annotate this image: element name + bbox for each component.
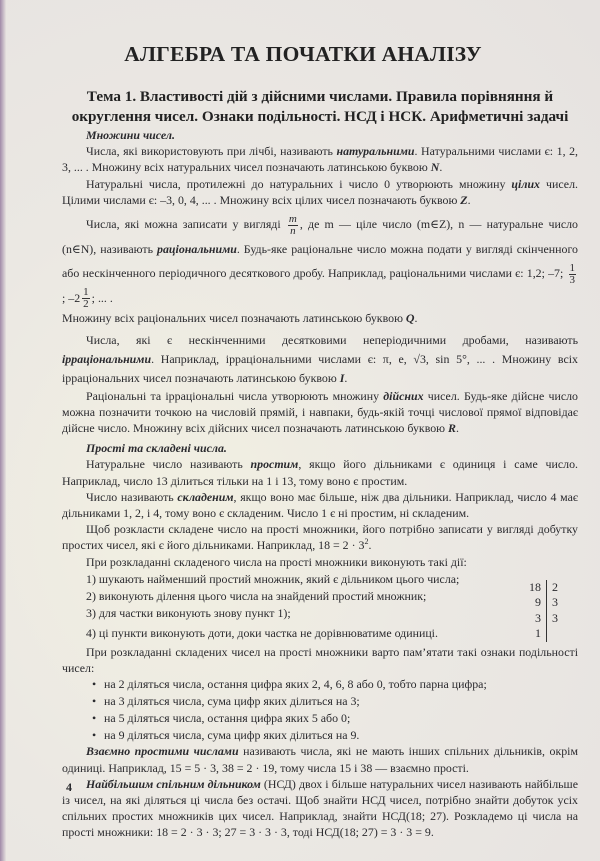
rule-item: • на 9 діляться числа, сума цифр яких ділиться на 9. [92,727,360,742]
rule-item: • на 2 діляться числа, остання цифра яких 2, 4, 6, 8 або 0, тобто парна цифра; [92,677,487,692]
section-heading-sets: Множини чисел. [86,128,175,142]
term-irrational: ірраціональними [62,351,152,366]
divisibility-rules [62,676,578,743]
paragraph-factorize: Щоб розкласти складене число на прості множники, його потрібно записати у вигляді добутку простих чисел, які є його дільниками. Наприклад, $18 = 2 \cdot 3^2$. [62,522,578,553]
page-content [62,127,578,841]
bullet-icon: • [92,677,97,692]
term-natural: натуральними [336,144,415,159]
divisor-cell: 2 [552,579,558,594]
letter-n: N [430,160,440,175]
term-coprime: Взаємно простими числами [86,744,239,759]
paragraph-natural: Числа, які використовують при лічбі, називають натуральними. Натуральними числами є: 1, 2, 3, ... . Множину всіх натуральних чисел позначають латинською буквою N. [62,144,578,175]
fraction-m-n: $\frac{m}{n}$ [288,212,297,237]
paragraph-real: Раціональні та ірраціональні числа утворюють множину дійсних чисел. Будь-яке дійсне число можна позначити точкою на числовій прямій, і навпаки, будь-якій точці числової прямої відповідає дійсне число. Множину всіх дійсних чисел позначають латинською буквою R. [62,388,578,435]
section-heading-primes: Прості та складені числа. [86,441,227,456]
term-integer: цілих [511,176,540,191]
letter-z: Z [460,192,468,207]
dividend-cell: 9 [535,595,541,610]
fraction-one-third: $\frac{1}{3}$ [569,261,575,286]
term-real: дійсних [383,388,424,403]
term-rational: раціональними [157,241,237,256]
term-composite: складеним [177,489,234,504]
factorization-block [62,571,578,642]
book-title: АЛГЕБРА ТА ПОЧАТКИ АНАЛІЗУ [124,42,482,66]
term-gcd: Найбільшим спільним дільником [86,776,261,791]
fraction-one-half: $\frac{1}{2}$ [83,286,89,311]
bullet-icon: • [92,727,97,742]
letter-r: R [448,420,456,435]
topic-heading: Тема 1. Властивості дій з дійсними числами. Правила порівняння й округлення чисел. Ознаки подільності. НСД і НСК. Арифметичні задачі [71,88,569,125]
rule-item: • на 5 діляться числа, остання цифра яких 5 або 0; [92,710,351,725]
paragraph-gcd: Найбільшим спільним дільником (НСД) двох і більше натуральних чисел називають найбільше із чисел, на які діляться ці числа без остачі. Щоб знайти НСД чисел, потрібно знайти добуток усіх спільних простих множників цих чисел. Наприклад, знайти НСД(18; 27). Розкладемо ці числа на прості множники: 18 = 2 · 3 · 3; 27 = 3 · 3 · 3, тоді НСД(18; 27) = 3 · 3 = 9. [62,776,578,840]
step-item: 1) шукають найменший простий множник, який є дільником цього числа; [86,571,460,586]
paragraph-coprime: Взаємно простими числами називають числа, які не мають інших спільних дільників, окрім одиниці. Наприклад, 15 = 5 · 3, 38 = 2 · 19, тому числа 15 і 38 — взаємно прості. [62,744,578,775]
steps-intro: При розкладанні складеного числа на прості множники виконують такі дії: [86,554,467,569]
paragraph-rational: Числа, які можна записати у вигляді $\frac{m}{n}$ , де m — ціле число (m∈Z), n — натуральне число (n∈N), називають раціональними. Будь-яке раціональне число можна подати у вигляді скінченного або нескінченного періодичного десяткового дробу. Наприклад, раціональними числами є: 1,2; –7; $\frac{1}{3}$ ; –2 $\frac{1}{2}$ ; ... . [62,212,578,311]
dividend-cell: 1 [535,626,541,641]
factorization-steps [62,571,515,642]
page-number: 4 [66,780,72,794]
divisibility-intro: При розкладанні складених чисел на прості множники варто пам’ятати такі ознаки подільності чисел: [62,644,578,675]
dividend-cell: 18 [529,579,541,594]
division-dividends [529,580,547,642]
paragraph-irrational: Числа, які є нескінченними десятковими неперіодичними дробами, називають ірраціональними. Наприклад, ірраціональними числами є: π, e, √3, sin 5°, ... . Множину всіх ірраціональних чисел позначають латинською буквою I. [62,332,578,385]
divisor-cell [552,626,560,642]
paragraph-prime: Натуральне число називають простим, якщо його дільниками є одиниця і саме число. Наприклад, число 13 ділиться тільки на 1 і 13, тому воно є простим. [62,457,578,488]
paragraph-composite: Число називають складеним, якщо воно має більше, ніж два дільники. Наприклад, число 4 має дільниками 1, 2, і 4, тому воно є складеним. Число 1 є ні простим, ні складеним. [62,489,578,520]
bullet-icon: • [92,693,97,708]
step-item: 4) ці пункти виконують доти, доки частка не дорівнюватиме одиниці. [86,625,438,640]
divisor-cell: 3 [552,610,558,625]
paragraph-integer: Натуральні числа, протилежні до натуральних і число 0 утворюють множину цілих чисел. Цілими числами є: –3, 0, 4, ... . Множину всіх цілих чисел позначають буквою Z. [62,176,578,207]
division-divisors [547,580,560,642]
divisor-cell: 3 [552,595,558,610]
rule-item: • на 3 діляться числа, сума цифр яких ділиться на 3; [92,693,360,708]
term-prime: простим [250,457,299,472]
dividend-cell: 3 [535,610,541,625]
step-item: 2) виконують ділення цього числа на знайдений простий множник; [86,588,427,603]
book-page [6,0,600,861]
letter-i: I [339,370,345,385]
paragraph-rational-set: Множину всіх раціональних чисел позначають латинською буквою Q. [62,311,418,326]
letter-q: Q [405,311,415,326]
division-table [529,580,560,642]
step-item: 3) для частки виконують знову пункт 1); [86,605,291,620]
bullet-icon: • [92,710,97,725]
